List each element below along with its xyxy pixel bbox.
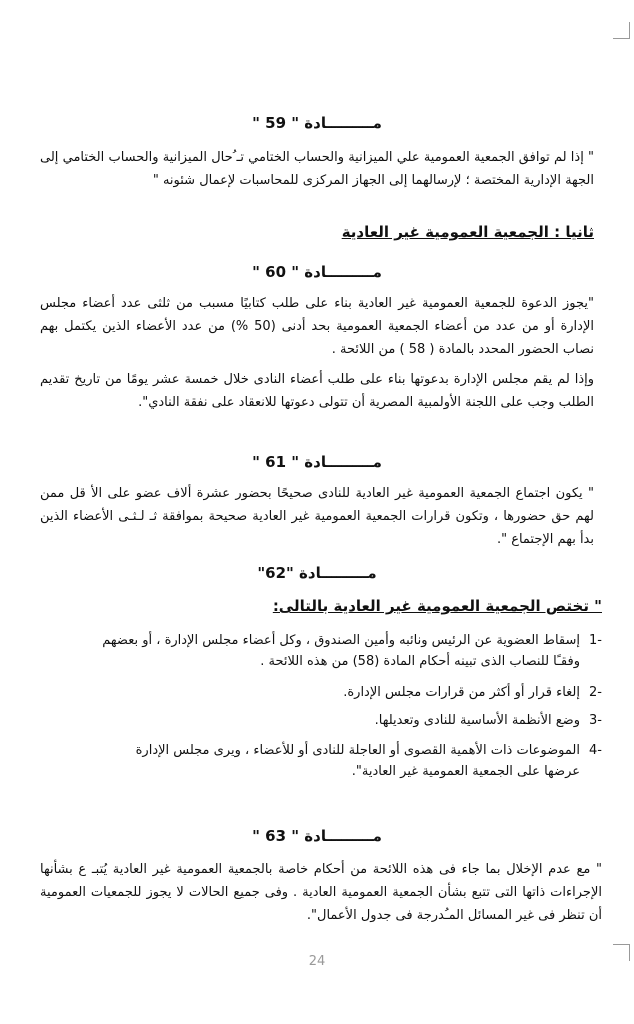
page-number: 24: [308, 954, 326, 969]
article-63-heading: مـــــــــادة " 63 ": [252, 827, 382, 845]
section-title-extraordinary-assembly: ثانيا : الجمعية العمومية غير العادية: [341, 223, 594, 241]
list-item-line: إسقاط العضوية عن الرئيس ونائبه وأمين الصندوق ، وكل أعضاء مجلس الإدارة ، أو بعضهم: [102, 633, 580, 648]
article-60-text-2: وإذا لم يقم مجلس الإدارة بدعوتها بناء على طلب أعضاء النادى خلال خمسة عشر يومًا من تاريخ تقديم الطلب وجب على اللجنة الأولمبية المصرية أن تتولى دعوتها للانعقاد على نفقة النادي".: [40, 372, 594, 410]
article-61-text: " يكون اجتماع الجمعية العمومية غير العادية للنادى صحيحًا بحضور عشرة ألاف عضو على الأ قل ممن لهم حق حضورها ، وتكون قرارات الجمعية العمومية غير العادية صحيحة بموافقة ثـ لـثـى الأعضاء الذين بدأ بهم الإجتماع ".: [40, 486, 594, 547]
list-item: [0, 740, 602, 782]
article-60-text-1: "يجوز الدعوة للجمعية العمومية غير العادية بناء على طلب كتابيًا مسبب من ثلثى عدد أعضاء مجلس الإدارة أو من عدد من أعضاء الجمعية العمومية بحد أدنى (50 %) من عدد الأعضاء الذين يكتمل بهم نصاب الحضور المحدد بالمادة ( 58 ) من اللائحة .: [40, 296, 594, 357]
crop-mark-top-right: [613, 22, 630, 39]
list-item-number: -2: [589, 685, 602, 700]
list-item-line: إلغاء قرار أو أكثر من قرارات مجلس الإدارة.: [343, 685, 580, 700]
article-61-heading: مـــــــــادة " 61 ": [252, 453, 382, 471]
article-60-heading: مـــــــــادة " 60 ": [252, 263, 382, 281]
article-62-title: " تختص الجمعية العمومية غير العادية بالتالى:: [272, 597, 602, 615]
list-item-number: -4: [589, 743, 602, 758]
article-59-text: " إذا لم توافق الجمعية العمومية علي الميزانية والحساب الختامي تـ ُحال الميزانية والحساب الختامي إلى الجهة الإدارية المختصة ؛ لإرسالهما إلى الجهاز المركزى للمحاسبات لإعمال شئونه ": [40, 150, 594, 188]
list-item-number: -1: [589, 633, 602, 648]
list-item-line: عرضها على الجمعية العمومية غير العادية".: [351, 764, 580, 779]
list-item: [0, 710, 602, 731]
article-63-text: " مع عدم الإخلال بما جاء فى هذه اللائحة من أحكام خاصة بالجمعية العمومية غير العادية يُتبـ ع بشأنها الإجراءات ذاتها التى تتبع بشأن الجمعية العمومية العادية . وفى جميع الحالات لا يجوز للجمعيات العمومية أن تنظر فى غير المسائل المـُدرجة فى جدول الأعمال".: [40, 862, 602, 923]
list-item-line: وفقـًا للنصاب الذى تبينه أحكام المادة (58) من هذه اللائحة .: [260, 654, 580, 669]
list-item: [0, 630, 602, 672]
list-item: [0, 682, 602, 703]
article-59-heading: مـــــــــادة " 59 ": [252, 114, 382, 132]
list-item-line: الموضوعات ذات الأهمية القصوى أو العاجلة للنادى أو للأعضاء ، ويرى مجلس الإدارة: [135, 743, 580, 758]
list-item-number: -3: [589, 713, 602, 728]
list-item-line: وضع الأنظمة الأساسية للنادى وتعديلها.: [374, 713, 580, 728]
article-62-heading: مـــــــــادة "62": [257, 564, 377, 582]
